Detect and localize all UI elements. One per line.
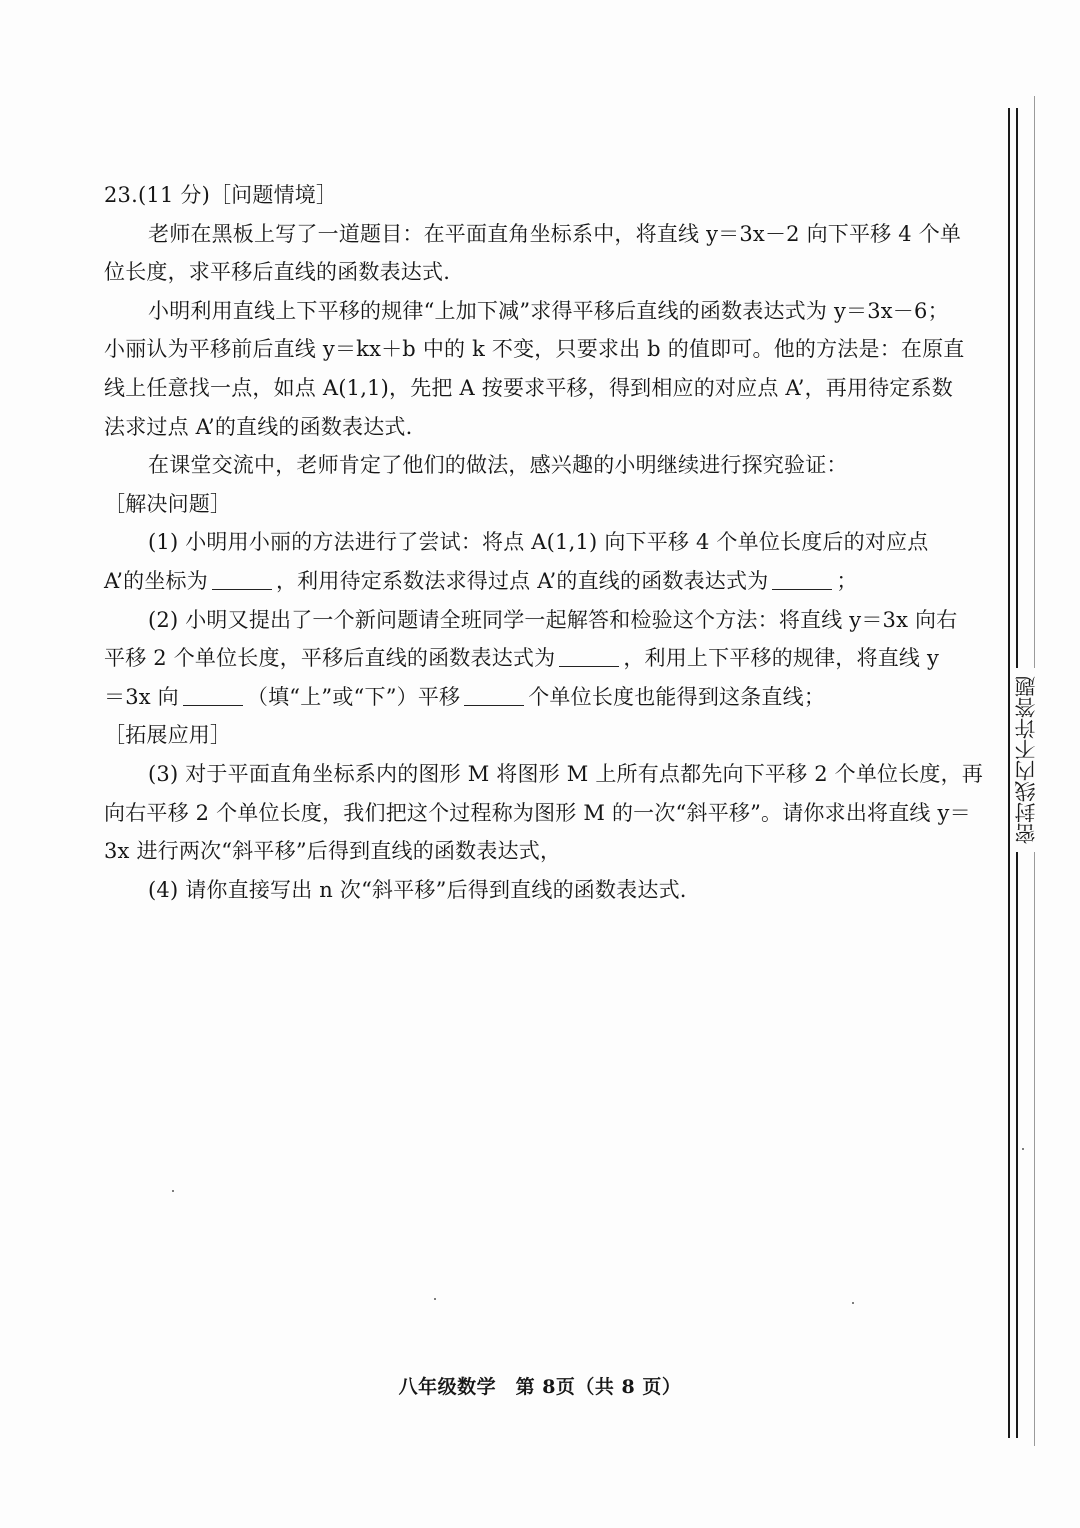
part1-text-b: ，利用待定系数法求得过点 A’的直线的函数表达式为: [275, 568, 769, 593]
scan-speck: [434, 1298, 436, 1300]
answer-blank-2[interactable]: [772, 569, 832, 590]
scan-speck: [172, 1190, 174, 1192]
part2-line-1: (2) 小明又提出了一个新问题请全班同学一起解答和检验这个方法：将直线 y＝3x 向右: [148, 607, 958, 632]
question-23: [104, 176, 984, 909]
exchange-line: 在课堂交流中，老师肯定了他们的做法，感兴趣的小明继续进行探究验证：: [148, 453, 848, 478]
answer-blank-1[interactable]: [212, 569, 272, 590]
solve-header: ［解决问题］: [104, 491, 232, 516]
extend-header: ［拓展应用］: [104, 723, 232, 748]
method-line-2: 小丽认为平移前后直线 y＝kx＋b 中的 k 不变，只要求出 b 的值即可。他的方法是：在原直: [104, 337, 965, 362]
situation-line-1: 老师在黑板上写了一道题目：在平面直角坐标系中，将直线 y＝3x－2 向下平移 4 个单: [148, 221, 962, 246]
scan-speck: [1022, 1148, 1024, 1150]
part1-line-1: (1) 小明用小丽的方法进行了尝试：将点 A(1,1) 向下平移 4 个单位长度后的对应点: [148, 530, 929, 555]
binding-rule-inner: [1008, 108, 1010, 1438]
method-line-4: 法求过点 A’的直线的函数表达式.: [104, 414, 413, 439]
part2-text-a: 平移 2 个单位长度，平移后直线的函数表达式为: [104, 646, 556, 671]
answer-blank-4[interactable]: [183, 685, 243, 706]
part2-text-b: ，利用上下平移的规律，将直线 y: [623, 646, 940, 671]
part3-line-1: (3) 对于平面直角坐标系内的图形 M 将图形 M 上所有点都先向下平移 2 个单位长度，再: [148, 761, 984, 786]
part2-text-e: 个单位长度也能得到这条直线；: [528, 684, 826, 709]
part2-line-3: [104, 678, 984, 717]
situation-line-2: 位长度，求平移后直线的函数表达式.: [104, 260, 451, 285]
part1-text-a: A’的坐标为: [104, 568, 208, 593]
part2-text-d: （填“上”或“下”）平移: [246, 684, 461, 709]
part2-text-c: ＝3x 向: [104, 684, 179, 709]
method-line-1: 小明利用直线上下平移的规律“上加下减”求得平移后直线的函数表达式为 y＝3x－6；: [148, 298, 949, 323]
page-footer: 八年级数学 第 8页（共 8 页）: [398, 1376, 682, 1398]
scan-speck: [852, 1302, 854, 1304]
part3-line-3: 3x 进行两次“斜平移”后得到直线的函数表达式，: [104, 839, 562, 864]
part4-line: (4) 请你直接写出 n 次“斜平移”后得到直线的函数表达式.: [148, 877, 687, 902]
answer-blank-5[interactable]: [464, 685, 524, 706]
question-header: 23.(11 分)［问题情境］: [104, 183, 338, 207]
seal-line-note: 密封线内不许答题: [1014, 668, 1040, 852]
method-line-3: 线上任意找一点，如点 A(1,1)，先把 A 按要求平移，得到相应的对应点 A’，再用待定系数: [104, 375, 953, 400]
part2-line-2: [104, 639, 984, 678]
part1-line-2: [104, 562, 984, 601]
part3-line-2: 向右平移 2 个单位长度，我们把这个过程称为图形 M 的一次“斜平移”。请你求出将直线 y＝: [104, 800, 971, 825]
answer-blank-3[interactable]: [559, 646, 619, 667]
part1-text-c: ；: [836, 568, 858, 593]
